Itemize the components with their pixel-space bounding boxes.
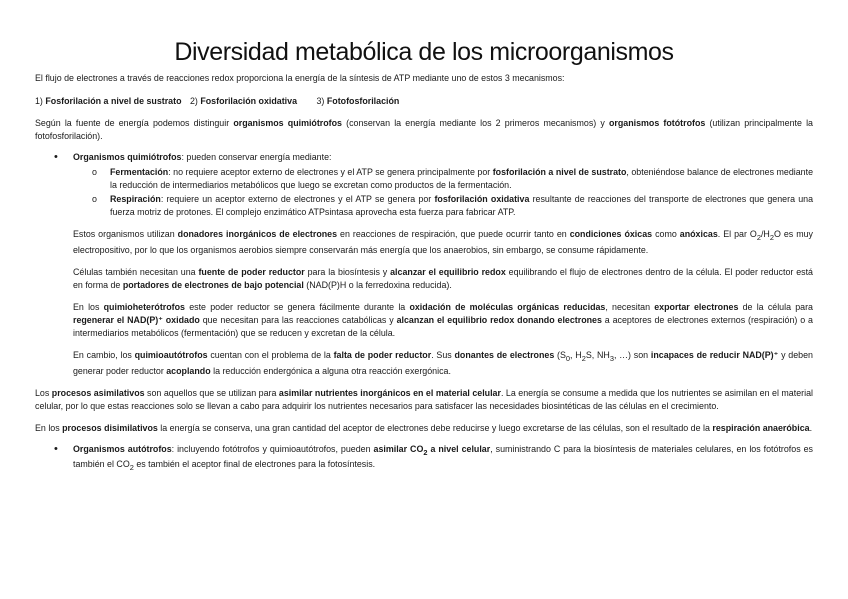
intro-paragraph: El flujo de electrones a través de reacciones redox proporciona la energía de la síntesis de ATP mediante uno de estos 3 mecanismos:: [35, 73, 565, 83]
sublist-item-fermentation: o Fermentación: no requiere aceptor externo de electrones y el ATP se genera principalmente por fosforilación a nivel de sustrato, obteniéndose balance de electrones mediante la reducción de intermediarios metabólicos que luego se excretan como productos de la fermentación.: [73, 166, 813, 192]
autotrophs-list: [35, 443, 813, 475]
mechanism-1: 1) Fosforilación a nivel de sustrato: [35, 96, 182, 106]
chemotrophs-sublist: [73, 166, 813, 219]
chemotrophs-list: [35, 151, 813, 219]
mechanisms-list: [35, 95, 813, 108]
energy-source-paragraph: Según la fuente de energía podemos distinguir organismos quimiótrofos (conservan la energía mediante los 2 primeros mecanismos) y organismos fotótrofos (utilizan principalmente la fotofosforilación).: [35, 118, 813, 141]
reducing-power-paragraph: Células también necesitan una fuente de poder reductor para la biosíntesis y alcanzar el equilibrio redox equilibrando el flujo de electrones dentro de la célula. El poder reductor está en forma de portadores de electrones de bajo potencial (NAD(P)H o la ferredoxina reducida).: [73, 266, 813, 290]
list-item-chemotrophs: • Organismos quimiótrofos: pueden conservar energía mediante: o Fermentación: no requiere aceptor externo de electrones y el ATP se genera principalmente por fosforilación a nivel de sustrato, obteniéndose balance de electrones mediante la reducción de intermediarios metabólicos que luego se excretan como productos de la fermentación. o Respiración: requiere un aceptor externo de electrones y el ATP se genera por fosforilación oxidativa resultante de reacciones del transporte de electrones que genera una fuerza motriz de protones. El complejo enzimático ATPsintasa aprovecha esta fuerza para fabricar ATP.: [35, 151, 813, 219]
assimilative-paragraph: Los procesos asimilativos son aquellos que se utilizan para asimilar nutrientes inorgánicos en el material celular. La energía se consume a medida que los nutrientes se asimilan en el material celular, por lo que estas reacciones solo se llevan a cabo para adquirir los nutrientes necesarios para satisfacer las necesidades biosintéticas de las células en el crecimiento.: [35, 387, 813, 411]
chemoheterotrophs-paragraph: En los quimioheterótrofos este poder reductor se genera fácilmente durante la oxidación de moléculas orgánicas reducidas, necesitan exportar electrones de la célula para regenerar el NAD(P)⁺ oxidado que necesitan para las reacciones catabólicas y alcanzan el equilibrio redox donando electrones a aceptores de electrones externos (respiración) o a intermediarios metabólicos (fermentación) que se reducen y excretan de la célula.: [73, 301, 813, 338]
sublist-item-respiration: o Respiración: requiere un aceptor externo de electrones y el ATP se genera por fosforilación oxidativa resultante de reacciones del transporte de electrones que genera una fuerza motriz de protones. El complejo enzimático ATPsintasa aprovecha esta fuerza para fabricar ATP.: [73, 193, 813, 219]
list-item-autotrophs: • Organismos autótrofos: incluyendo fotótrofos y quimioautótrofos, pueden asimilar $CO_2$ a nivel celular, suministrando C para la biosíntesis de materiales celulares, en los fotótrofos es también el $CO_2$ es también el aceptor final de electrones para la fotosíntesis.: [35, 443, 813, 475]
page-title: Diversidad metabólica de los microorganismos: [174, 38, 674, 66]
chemoautotrophs-paragraph: En cambio, los quimioautótrofos cuentan con el problema de la falta de poder reductor. Sus donantes de electrones ($S_0$, $H_2S$, $NH_3$, …) son incapaces de reducir NAD(P)⁺ y deben generar poder reductor acoplando la reducción endergónica a alguna otra reacción exergónica.: [73, 349, 813, 376]
mechanism-2: 2) Fosforilación oxidativa: [189, 96, 298, 106]
mechanism-3: 3) Fotofosforilación: [316, 96, 400, 106]
donors-paragraph: Estos organismos utilizan donadores inorgánicos de electrones en reacciones de respiración, que puede ocurrir tanto en condiciones óxicas como anóxicas. El par $O_2/H_2O$ es muy electropositivo, por lo que los organismos aerobios siempre conservarán más energía que los anaerobios, sin embargo, se consume rápidamente.: [73, 229, 813, 255]
dissimilative-paragraph: En los procesos disimilativos la energía se conserva, una gran cantidad del aceptor de electrones debe reducirse y luego excretarse de las células, son el resultado de la respiración anaeróbica.: [35, 422, 813, 433]
